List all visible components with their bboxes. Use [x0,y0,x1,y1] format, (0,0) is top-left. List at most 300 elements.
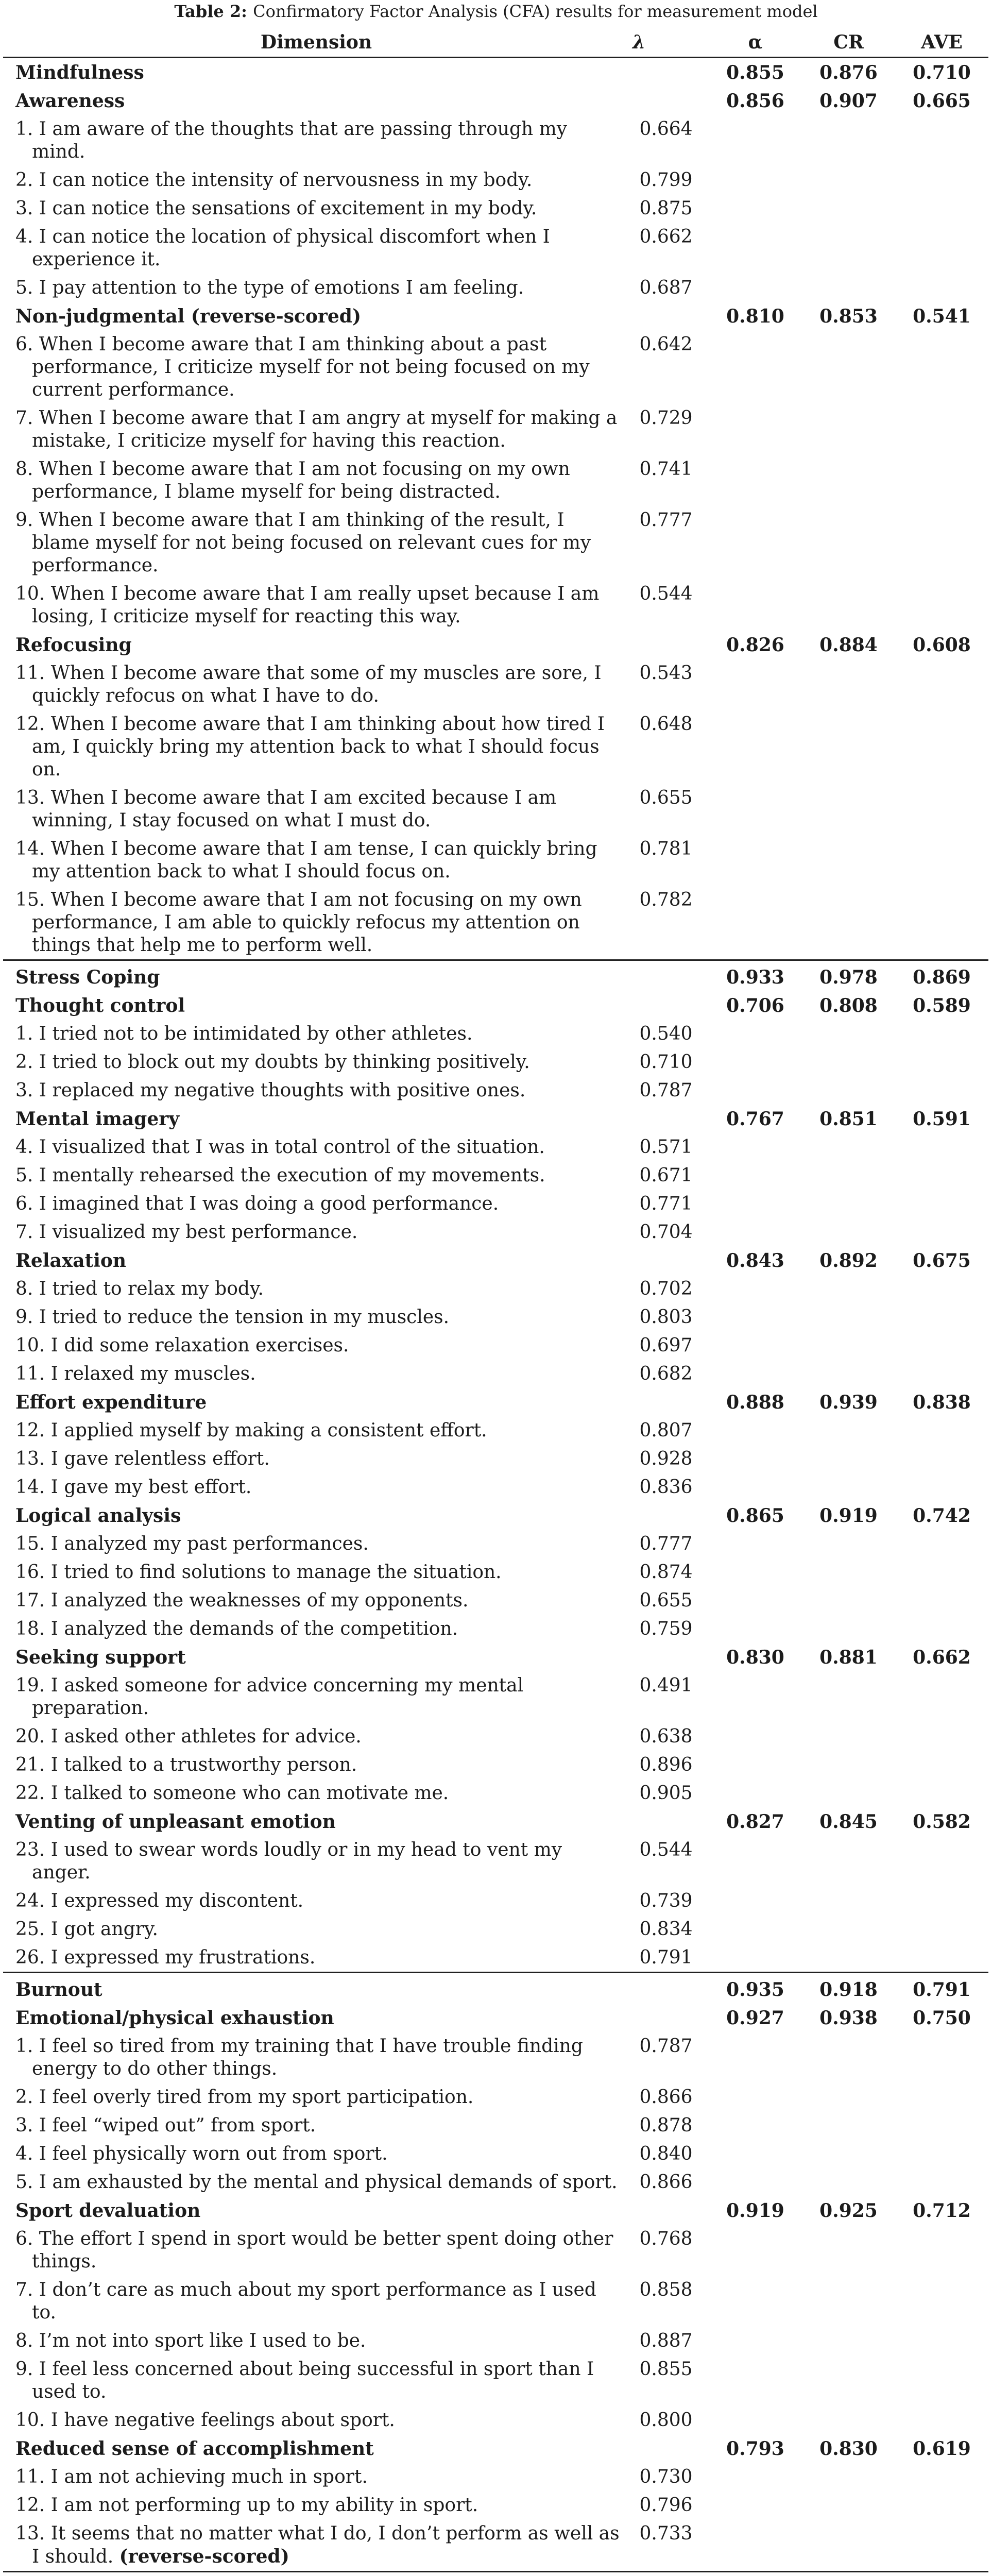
cr-cell [802,115,895,166]
ave-cell [895,2572,988,2576]
dimension-cell [3,2004,623,2032]
lambda-cell: 0.777 [639,510,693,531]
lambda-cell: 0.729 [639,408,693,429]
reverse-scored-note: (reverse-scored) [119,2546,289,2567]
cr-cell [802,2463,895,2491]
dimension-cell [3,2111,623,2140]
row-label: 13. When I become aware that I am excited because I am winning, I stay focused on what I must do. [15,787,557,831]
item-row [3,1048,988,1076]
row-label: 2. I can notice the intensity of nervousness in my body. [15,170,533,191]
dimension-cell [3,710,623,784]
item-row [3,1076,988,1105]
caption-label: Table 2: [174,2,247,21]
row-label: 8. When I become aware that I am not focusing on my own performance, I blame myself for being distracted. [15,459,570,502]
dimension-cell [3,1671,623,1722]
item-row [3,1530,988,1558]
item-row [3,1445,988,1473]
cr-cell [802,1751,895,1779]
dimension-cell [3,1643,623,1671]
alpha-cell [709,1751,802,1779]
item-row [3,194,988,223]
row-label: 1. I tried not to be intimidated by other athletes. [15,1023,473,1044]
alpha-cell: 0.826 [726,634,784,656]
dimension-row [3,302,988,330]
alpha-cell [709,194,802,223]
cr-cell [802,1722,895,1751]
dimension-row [3,1388,988,1416]
dimension-cell [3,2083,623,2111]
item-row [3,2032,988,2083]
dimension-cell [3,1445,623,1473]
ave-cell [895,2111,988,2140]
item-row [3,115,988,166]
cr-cell [802,1275,895,1303]
lambda-cell: 0.662 [639,226,693,247]
item-row [3,1190,988,1218]
alpha-cell [709,2491,802,2519]
dimension-cell [3,1133,623,1161]
row-label: Logical analysis [15,1505,181,1527]
row-label: 6. The effort I spend in sport would be better spent doing other things. [15,2228,613,2272]
ave-cell [895,1836,988,1887]
row-label: 2. I tried to block out my doubts by thinking positively. [15,1052,530,1073]
alpha-cell [709,1836,802,1887]
cr-cell [802,2032,895,2083]
row-label: 12. When I become aware that I am thinking about how tired I am, I quickly bring my attention back to what I should focus on. [15,714,605,780]
ave-cell: 0.710 [913,62,971,83]
dimension-cell [3,330,623,404]
row-label: Stress Coping [15,967,160,988]
lambda-cell [623,2196,709,2225]
alpha-cell [709,659,802,710]
cr-cell [802,404,895,455]
row-label: 10. I did some relaxation exercises. [15,1335,349,1356]
row-label: Reduced sense of accomplishment [15,2438,374,2460]
lambda-cell: 0.800 [639,2410,693,2431]
ave-cell [895,710,988,784]
ave-cell: 0.589 [913,995,971,1016]
ave-cell [895,1133,988,1161]
dimension-cell [3,659,623,710]
item-row [3,659,988,710]
row-label: 8. I’m not into sport like I used to be. [15,2330,366,2351]
ave-cell [895,1020,988,1048]
dimension-cell [3,274,623,302]
lambda-cell: 0.807 [639,1420,693,1441]
ave-cell: 0.619 [913,2438,971,2460]
dimension-cell [3,166,623,194]
item-row [3,2168,988,2196]
row-label: 9. I tried to reduce the tension in my muscles. [15,1307,450,1328]
dimension-cell [3,2327,623,2355]
dimension-cell [3,784,623,835]
row-label: 3. I can notice the sensations of excitement in my body. [15,198,537,219]
lambda-cell: 0.905 [639,1783,693,1804]
dimension-cell [3,1751,623,1779]
lambda-cell: 0.878 [639,2115,693,2136]
alpha-cell [709,1416,802,1445]
lambda-cell: 0.710 [639,1052,693,1073]
dimension-cell [3,1360,623,1388]
ave-cell: 0.742 [913,1505,971,1527]
dimension-cell [3,2355,623,2406]
dimension-cell [3,1076,623,1105]
lambda-cell: 0.702 [639,1278,693,1299]
cr-cell: 0.881 [819,1647,878,1668]
dimension-cell [3,1020,623,1048]
construct-row [3,58,988,87]
ave-cell: 0.608 [913,634,971,656]
ave-cell: 0.750 [913,2007,971,2029]
cr-cell [802,1303,895,1331]
row-label: 10. When I become aware that I am really upset because I am losing, I criticize myself for reacting this way. [15,583,600,627]
ave-cell [895,1416,988,1445]
item-row [3,1303,988,1331]
alpha-cell [709,2111,802,2140]
alpha-cell [709,1275,802,1303]
row-label: 12. I applied myself by making a consistent effort. [15,1420,487,1441]
row-label: 11. I am not achieving much in sport. [15,2466,368,2487]
lambda-cell: 0.796 [639,2495,693,2516]
item-row [3,1161,988,1190]
alpha-cell: 0.855 [726,62,784,83]
item-row [3,784,988,835]
alpha-cell [709,455,802,506]
dimension-cell [3,302,623,330]
ave-cell: 0.712 [913,2200,971,2222]
dimension-cell [3,1943,623,1973]
cr-cell [802,1779,895,1807]
lambda-cell: 0.777 [639,1533,693,1554]
dimension-row [3,2004,988,2032]
ave-cell [895,2168,988,2196]
ave-cell: 0.662 [913,1647,971,1668]
item-row [3,2406,988,2434]
dimension-cell [3,1779,623,1807]
ave-cell [895,2463,988,2491]
ave-cell [895,506,988,580]
ave-cell [895,1671,988,1722]
ave-cell [895,784,988,835]
lambda-cell: 0.834 [639,1919,693,1940]
lambda-cell: 0.491 [639,1675,693,1696]
ave-cell [895,1558,988,1586]
item-row [3,835,988,886]
item-row [3,2083,988,2111]
item-row [3,2276,988,2327]
lambda-cell: 0.866 [639,2087,693,2108]
alpha-cell [709,2276,802,2327]
cr-cell: 0.884 [819,634,878,656]
lambda-cell [623,2004,709,2032]
alpha-cell [709,2032,802,2083]
alpha-cell [709,115,802,166]
cr-cell [802,1915,895,1943]
dimension-cell [3,960,623,992]
cr-cell [802,1671,895,1722]
lambda-cell [623,302,709,330]
ave-cell [895,223,988,274]
alpha-cell [709,2225,802,2276]
cr-cell [802,1615,895,1643]
caption-text: Confirmatory Factor Analysis (CFA) results for measurement model [253,2,818,21]
row-label: 20. I asked other athletes for advice. [15,1726,362,1747]
row-label: 25. I got angry. [15,1919,158,1940]
ave-cell [895,580,988,631]
dimension-cell [3,1416,623,1445]
ave-cell: 0.869 [895,960,988,992]
row-label: 12. I am not performing up to my ability in sport. [15,2495,478,2516]
alpha-cell [709,1915,802,1943]
lambda-cell: 0.768 [639,2228,693,2249]
alpha-cell [709,580,802,631]
header-ave: AVE [895,29,988,58]
cr-cell [802,659,895,710]
dimension-cell [3,1530,623,1558]
row-label: Non-judgmental (reverse-scored) [15,306,361,327]
item-row [3,2519,988,2572]
item-row [3,1416,988,1445]
cr-cell [802,1887,895,1915]
dimension-cell [3,1807,623,1836]
dimension-cell [3,58,623,87]
dimension-cell [3,1973,623,2004]
cr-cell [802,1473,895,1501]
row-label: 11. When I become aware that some of my muscles are sore, I quickly refocus on what I have to do. [15,663,602,706]
cr-cell [802,2519,895,2572]
header-alpha: α [709,29,802,58]
item-row [3,1887,988,1915]
alpha-cell [709,1671,802,1722]
header-lambda: λ [623,29,709,58]
lambda-cell: 0.836 [639,1477,693,1498]
lambda-cell [623,2572,709,2576]
row-label: 9. When I become aware that I am thinking of the result, I blame myself for not being focused on relevant cues for my performance. [15,510,591,576]
row-label: 4. I can notice the location of physical discomfort when I experience it. [15,226,550,270]
lambda-cell: 0.704 [639,1222,693,1243]
row-label: Venting of unpleasant emotion [15,1811,336,1833]
cr-cell [802,2140,895,2168]
cr-cell [802,1020,895,1048]
item-row [3,2491,988,2519]
cr-cell: 0.938 [819,2007,878,2029]
lambda-cell: 0.540 [639,1023,693,1044]
ave-cell: 0.665 [913,90,971,112]
item-row [3,1779,988,1807]
row-label: 2. I feel overly tired from my sport participation. [15,2087,474,2108]
ave-cell [895,2519,988,2572]
lambda-cell: 0.664 [639,118,693,140]
dimension-cell [3,194,623,223]
alpha-cell [709,2168,802,2196]
alpha-cell: 0.933 [709,960,802,992]
cr-cell: 0.978 [802,960,895,992]
dimension-cell [3,1246,623,1275]
lambda-cell: 0.741 [639,459,693,480]
ave-cell [895,274,988,302]
ave-cell [895,404,988,455]
lambda-cell [623,960,709,992]
lambda-cell: 0.771 [639,1193,693,1214]
lambda-cell [623,1807,709,1836]
cr-cell [802,2225,895,2276]
dimension-row [3,1807,988,1836]
row-label: Mental imagery [15,1108,180,1130]
row-label: 8. I tried to relax my body. [15,1278,264,1299]
ave-cell [895,1190,988,1218]
cr-cell [802,1133,895,1161]
lambda-cell: 0.874 [639,1562,693,1583]
dimension-row [3,1105,988,1133]
alpha-cell [709,2572,802,2576]
cr-cell: 0.830 [819,2438,878,2460]
dimension-row [3,2434,988,2463]
row-label: Burnout [15,1979,102,2001]
row-label: 19. I asked someone for advice concerning my mental preparation. [15,1675,524,1719]
row-label: 14. When I become aware that I am tense, I can quickly bring my attention back to what I should focus on. [15,838,597,882]
lambda-cell: 0.875 [639,198,693,219]
row-label: 24. I expressed my discontent. [15,1890,304,1911]
alpha-cell: 0.810 [726,306,784,327]
ave-cell [895,2140,988,2168]
alpha-cell: 0.706 [726,995,784,1016]
lambda-cell: 0.687 [639,277,693,298]
alpha-cell [709,1722,802,1751]
dimension-cell [3,2434,623,2463]
cr-cell [802,455,895,506]
lambda-cell: 0.855 [639,2359,693,2380]
row-label: Mindfulness [15,62,144,83]
cr-cell [802,2355,895,2406]
lambda-cell: 0.781 [639,838,693,859]
ave-cell: 0.675 [913,1250,971,1272]
row-label: 16. I tried to find solutions to manage the situation. [15,1562,502,1583]
lambda-cell: 0.642 [639,334,693,355]
alpha-cell [709,1943,802,1973]
item-row [3,1331,988,1360]
lambda-cell: 0.787 [639,2036,693,2057]
cr-cell [802,2111,895,2140]
cr-cell [802,2168,895,2196]
dimension-cell [3,1887,623,1915]
cr-cell: 0.925 [819,2200,878,2222]
construct-row [3,960,988,992]
ave-cell [895,2327,988,2355]
item-row [3,2327,988,2355]
lambda-cell [623,1973,709,2004]
ave-cell: 0.541 [913,306,971,327]
item-row [3,2355,988,2406]
header-dimension: Dimension [3,29,623,58]
dimension-row [3,991,988,1020]
cr-cell: 0.876 [819,62,878,83]
ave-cell: 0.838 [913,1392,971,1413]
item-row [3,1943,988,1973]
row-label: 15. I analyzed my past performances. [15,1533,369,1554]
cr-cell [802,784,895,835]
dimension-cell [3,1161,623,1190]
construct-row [3,1973,988,2004]
alpha-cell: 0.767 [726,1108,784,1130]
lambda-cell: 0.759 [639,1618,693,1639]
table-header-row [3,29,988,58]
cr-cell: 0.919 [819,1505,878,1527]
lambda-cell [623,1388,709,1416]
row-label: 14. I gave my best effort. [15,1477,252,1498]
alpha-cell [709,1473,802,1501]
dimension-cell [3,1275,623,1303]
ave-cell [895,1161,988,1190]
alpha-cell [709,2463,802,2491]
dimension-row [3,1246,988,1275]
ave-cell [895,2225,988,2276]
dimension-cell [3,404,623,455]
item-row [3,1751,988,1779]
ave-cell [895,2276,988,2327]
alpha-cell: 0.830 [726,1647,784,1668]
alpha-cell [709,886,802,960]
cr-cell [802,1161,895,1190]
alpha-cell [709,1303,802,1331]
alpha-cell [709,2327,802,2355]
lambda-cell: 0.571 [639,1137,693,1158]
row-label: Thought control [15,995,185,1016]
cr-cell [802,1530,895,1558]
item-row [3,1473,988,1501]
cr-cell: 0.845 [819,1811,878,1833]
ave-cell [895,2083,988,2111]
alpha-cell [709,2519,802,2572]
ave-cell [895,455,988,506]
dimension-row [3,2196,988,2225]
ave-cell [895,1615,988,1643]
dimension-cell [3,2140,623,2168]
cr-cell [802,1048,895,1076]
alpha-cell [709,274,802,302]
dimension-row [3,1501,988,1530]
lambda-cell: 0.887 [639,2330,693,2351]
ave-cell [895,1887,988,1915]
lambda-cell: 0.671 [639,1165,693,1186]
cr-cell [802,2491,895,2519]
cr-cell: 0.892 [819,1250,878,1272]
item-row [3,1218,988,1246]
row-label: Sport devaluation [15,2200,201,2222]
dimension-cell [3,1190,623,1218]
ave-cell: 0.582 [913,1811,971,1833]
alpha-cell [709,1887,802,1915]
dimension-cell [3,2196,623,2225]
lambda-cell: 0.543 [639,663,693,684]
alpha-cell [709,166,802,194]
cr-cell [802,1836,895,1887]
lambda-cell [623,1105,709,1133]
ave-cell [895,115,988,166]
cr-cell [802,166,895,194]
item-row [3,1836,988,1887]
item-row [3,166,988,194]
ave-cell [895,1275,988,1303]
row-label: 21. I talked to a trustworthy person. [15,1754,357,1775]
table-caption [0,1,992,22]
alpha-cell [709,1133,802,1161]
cr-cell: 0.907 [819,90,878,112]
cr-cell [802,1943,895,1973]
alpha-cell [709,1020,802,1048]
row-label: 3. I replaced my negative thoughts with positive ones. [15,1080,526,1101]
item-row [3,580,988,631]
cr-cell [802,835,895,886]
